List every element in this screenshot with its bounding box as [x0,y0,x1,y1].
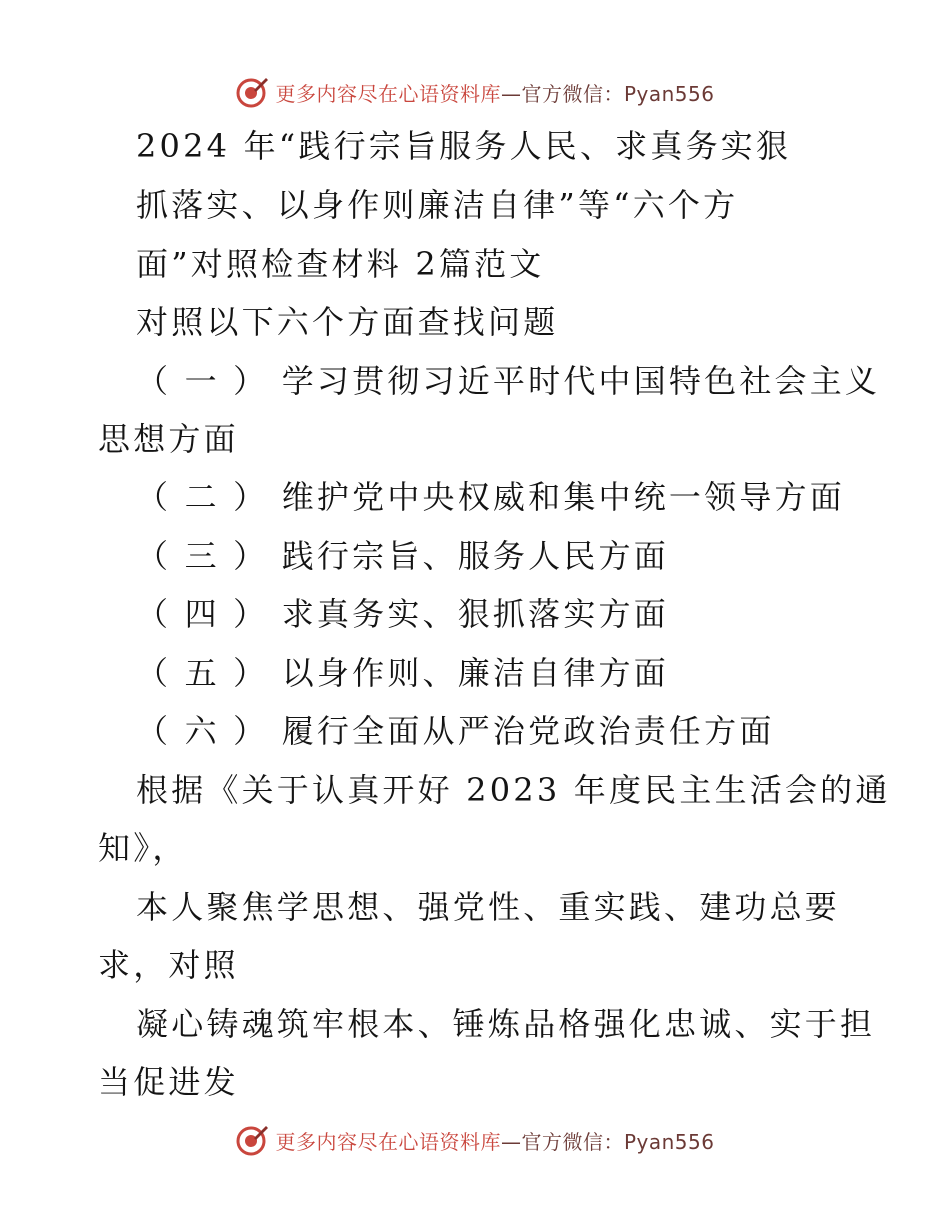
pen-logo-icon [235,1123,269,1157]
document-title-line-3: 面”对照检查材料 2篇范文 [136,245,545,283]
header-watermark [0,70,950,114]
list-item-1-continuation: 思想方面 [98,420,239,458]
list-item-4: （ 四 ） 求真务实、狠抓落实方面 [136,595,669,633]
body-paragraph-2-line-2: 求，对照 [98,946,239,984]
list-item-3: （ 三 ） 践行宗旨、服务人民方面 [136,537,669,575]
body-paragraph-1-line-2: 知》， [98,829,188,867]
watermark-text: 更多内容尽在心语资料库—官方微信：Pyan556 [275,81,715,106]
list-item-6: （ 六 ） 履行全面从严治党政治责任方面 [136,712,775,750]
body-paragraph-3-line-2: 当促进发 [98,1063,239,1101]
body-paragraph-3-line-1: 凝心铸魂筑牢根本、锤炼品格强化忠诚、实于担 [136,1005,876,1043]
list-item-5: （ 五 ） 以身作则、廉洁自律方面 [136,654,669,692]
document-title-line-1: 2024 年“践行宗旨服务人民、求真务实狠 [136,127,792,165]
footer-watermark [0,1118,950,1162]
document-title-line-2: 抓落实、以身作则廉洁自律”等“六个方 [136,186,739,224]
intro-line: 对照以下六个方面查找问题 [136,303,559,341]
watermark-text: 更多内容尽在心语资料库—官方微信：Pyan556 [275,1129,715,1154]
pen-logo-icon [235,75,269,109]
body-paragraph-1-line-1: 根据《关于认真开好 2023 年度民主生活会的通 [136,771,891,809]
list-item-2: （ 二 ） 维护党中央权威和集中统一领导方面 [136,478,845,516]
body-paragraph-2-line-1: 本人聚焦学思想、强党性、重实践、建功总要 [136,888,841,926]
list-item-1: （ 一 ） 学习贯彻习近平时代中国特色社会主义 [136,362,881,400]
